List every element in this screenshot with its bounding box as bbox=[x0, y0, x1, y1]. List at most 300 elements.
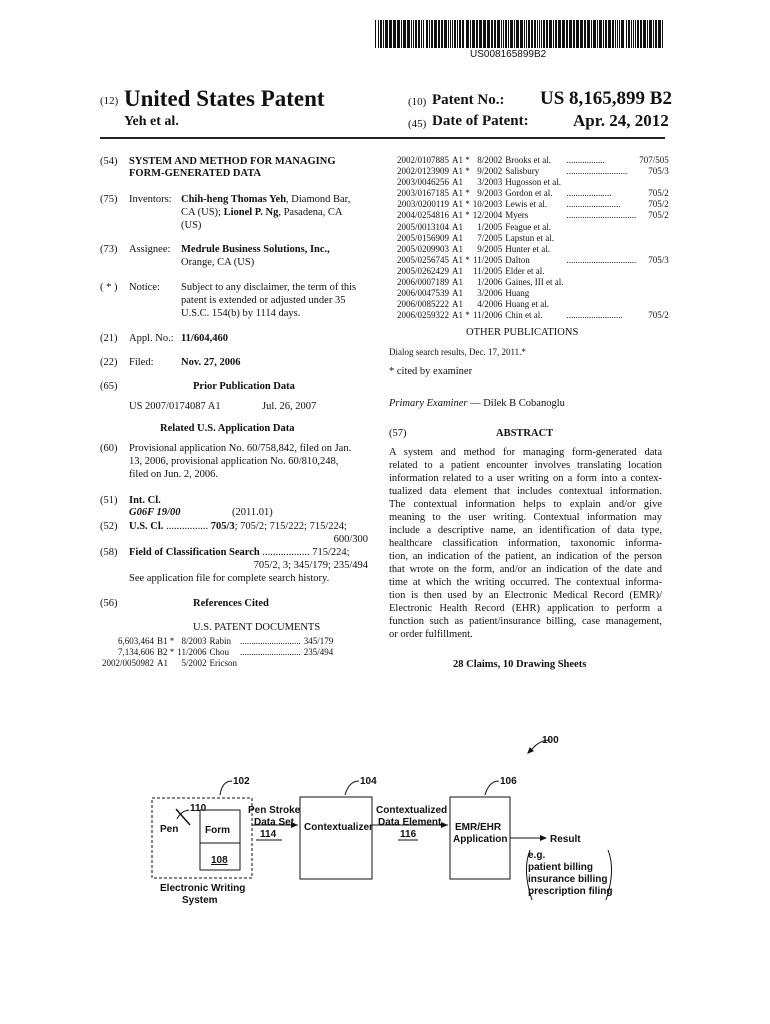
reference-num: 2002/0107885 bbox=[397, 155, 450, 165]
reference-name: Lapstun et al. bbox=[505, 232, 555, 243]
abstract-line: function such as patient/insurance billing, case management, bbox=[389, 616, 662, 627]
reference-cls: 705/2 bbox=[648, 188, 669, 199]
barcode-bar bbox=[546, 20, 548, 48]
barcode-bar bbox=[647, 20, 648, 48]
barcode-bar bbox=[569, 20, 572, 48]
barcode-bar bbox=[413, 20, 414, 48]
reference-dots: ................. bbox=[566, 155, 605, 165]
reference-dots bbox=[567, 233, 640, 244]
emr-label-2: Application bbox=[453, 834, 508, 845]
reference-row bbox=[397, 166, 672, 177]
barcode-bar bbox=[407, 20, 410, 48]
reference-num: 2002/0123909 bbox=[397, 166, 450, 177]
reference-row bbox=[397, 255, 672, 266]
reference-num: 2005/0013104 bbox=[397, 221, 450, 232]
barcode-bar bbox=[418, 20, 420, 48]
type-code: (12) bbox=[100, 95, 119, 107]
barcode-bar bbox=[573, 20, 575, 48]
abstract-line: healthcare classification information, taxonomic informa- bbox=[389, 538, 662, 549]
reference-date: 11/2006 bbox=[177, 647, 207, 658]
pen-stroke-label-1: Pen Stroke bbox=[248, 805, 301, 816]
assignee-label: Assignee: bbox=[129, 244, 171, 255]
form-label: Form bbox=[205, 825, 230, 836]
barcode-bar bbox=[397, 20, 400, 48]
ref-106: 106 bbox=[500, 776, 517, 787]
barcode-bar bbox=[375, 20, 376, 48]
reference-kind: A1 bbox=[452, 288, 464, 299]
filed-code: (22) bbox=[100, 357, 118, 368]
ref-106-leader bbox=[485, 781, 499, 795]
barcode-bar bbox=[655, 20, 657, 48]
assignee-location: Orange, CA (US) bbox=[181, 257, 255, 268]
reference-row bbox=[397, 155, 672, 166]
reference-date: 1/2006 bbox=[477, 277, 503, 288]
barcode-bar bbox=[434, 20, 437, 48]
ref-102: 102 bbox=[233, 776, 250, 787]
reference-cls bbox=[639, 288, 672, 299]
barcode-bar bbox=[459, 20, 461, 48]
reference-row bbox=[397, 188, 672, 199]
field-code: (58) bbox=[100, 547, 118, 558]
reference-date: 12/2004 bbox=[472, 210, 503, 221]
barcode-bar bbox=[640, 20, 642, 48]
inventors-short: Yeh et al. bbox=[124, 114, 179, 129]
barcode-bar bbox=[658, 20, 661, 48]
notice-line-1: Subject to any disclaimer, the term of this bbox=[181, 282, 357, 293]
barcode-bar bbox=[497, 20, 500, 48]
reference-kind: A1 bbox=[452, 243, 464, 254]
reference-date: 9/2003 bbox=[477, 188, 503, 199]
barcode-bar bbox=[643, 20, 646, 48]
reference-num: 2005/0256745 bbox=[397, 254, 450, 265]
barcode-bar bbox=[450, 20, 451, 48]
inventors-code: (75) bbox=[100, 194, 118, 205]
reference-row bbox=[397, 310, 672, 321]
reference-cls: 235/494 bbox=[303, 647, 334, 658]
reference-row bbox=[102, 658, 336, 669]
reference-num: 7,134,606 bbox=[118, 647, 155, 658]
barcode-bar bbox=[421, 20, 422, 48]
reference-num: 2004/0254816 bbox=[397, 210, 450, 221]
reference-cls: 705/2 bbox=[648, 199, 669, 210]
reference-dots bbox=[240, 658, 304, 669]
pen-label: Pen bbox=[160, 824, 179, 835]
filed-label: Filed: bbox=[129, 357, 154, 368]
pen-stroke-label-2: Data Set bbox=[254, 817, 295, 828]
reference-name: Dalton bbox=[505, 254, 530, 265]
eg-label: e.g. bbox=[528, 850, 546, 861]
appl-number: 11/604,460 bbox=[181, 333, 228, 344]
barcode-bar bbox=[584, 20, 586, 48]
reference-dots: ........................ bbox=[566, 199, 621, 210]
inventors-line-1: Chih-heng Thomas Yeh, Diamond Bar, bbox=[181, 194, 351, 205]
reference-date: 8/2003 bbox=[181, 636, 207, 646]
title-code: (54) bbox=[100, 156, 118, 167]
barcode-bar bbox=[454, 20, 456, 48]
reference-row bbox=[397, 233, 672, 244]
barcode-bar bbox=[476, 20, 478, 48]
reference-name: Chin et al. bbox=[505, 310, 543, 321]
contextualizer-label: Contextualizer bbox=[304, 822, 373, 833]
reference-cls: 345/179 bbox=[303, 636, 334, 646]
us-cl-line-1: U.S. Cl. ................ 705/3; 705/2; 715/222; 715/224; bbox=[129, 521, 347, 532]
date-code: (45) bbox=[408, 118, 427, 130]
barcode-bar bbox=[505, 20, 507, 48]
reference-kind: A1 bbox=[452, 221, 464, 232]
barcode-bar bbox=[649, 20, 652, 48]
date-label: Date of Patent: bbox=[432, 113, 529, 129]
inventors-label: Inventors: bbox=[129, 194, 172, 205]
reference-kind: A1 bbox=[452, 177, 464, 188]
reference-date: 11/2005 bbox=[473, 254, 503, 265]
assignee-name: Medrule Business Solutions, Inc., bbox=[181, 244, 330, 255]
barcode-bar bbox=[503, 20, 504, 48]
barcode-bar bbox=[415, 20, 417, 48]
barcode-bar bbox=[587, 20, 590, 48]
reference-name: Rabin bbox=[209, 636, 231, 646]
other-pub: Dialog search results, Dec. 17, 2011.* bbox=[389, 347, 526, 357]
barcode-bar bbox=[631, 20, 632, 48]
reference-dots: ........................... bbox=[239, 647, 301, 658]
reference-cls bbox=[639, 233, 672, 244]
barcode-bar bbox=[526, 20, 527, 48]
reference-kind: A1 bbox=[157, 658, 169, 669]
reference-cls: 705/3 bbox=[648, 254, 669, 265]
inventors-line-2: CA (US); Lionel P. Ng, Pasadena, CA bbox=[181, 207, 343, 218]
barcode-bar bbox=[605, 20, 607, 48]
reference-dots: ........................... bbox=[239, 636, 301, 646]
barcode-bar bbox=[401, 20, 402, 48]
reference-row bbox=[397, 299, 672, 310]
barcode-bar bbox=[444, 20, 447, 48]
barcode-bar bbox=[423, 20, 424, 48]
abstract-line: tion is then used by an Electronic Medical Record (EMR)/ bbox=[389, 590, 662, 601]
barcode-bar bbox=[462, 20, 464, 48]
reference-dots: ......................... bbox=[566, 310, 623, 321]
reference-date: 3/2003 bbox=[477, 177, 503, 188]
system-diagram bbox=[130, 725, 650, 915]
barcode-bar bbox=[528, 20, 530, 48]
barcode-bar bbox=[383, 20, 384, 48]
int-cl-year: (2011.01) bbox=[232, 507, 273, 518]
barcode-bar bbox=[380, 20, 382, 48]
barcode-bar bbox=[543, 20, 545, 48]
reference-row bbox=[397, 210, 672, 221]
int-cl-class: G06F 19/00 bbox=[129, 507, 181, 518]
reference-dots: ........................... bbox=[566, 166, 628, 177]
reference-num: 2005/0156909 bbox=[397, 232, 450, 243]
reference-date: 8/2002 bbox=[477, 155, 503, 165]
reference-date: 11/2005 bbox=[473, 265, 503, 276]
title-line-2: FORM-GENERATED DATA bbox=[129, 168, 262, 179]
arrow-head-2 bbox=[441, 822, 448, 828]
barcode-bar bbox=[431, 20, 433, 48]
provisional-code: (60) bbox=[100, 443, 118, 454]
other-pubs-heading: OTHER PUBLICATIONS bbox=[466, 327, 579, 338]
barcode-bar bbox=[491, 20, 493, 48]
barcode-bar bbox=[389, 20, 392, 48]
reference-num: 2002/0050982 bbox=[102, 658, 155, 669]
reference-dots: .................... bbox=[566, 188, 612, 199]
ref-100: 100 bbox=[542, 735, 559, 746]
reference-kind: A1 * bbox=[452, 188, 470, 199]
reference-cls bbox=[639, 299, 672, 310]
refs-continued-table bbox=[397, 155, 672, 321]
reference-cls bbox=[639, 244, 672, 255]
barcode-bar bbox=[411, 20, 412, 48]
ref-116: 116 bbox=[400, 829, 417, 840]
patent-title: United States Patent bbox=[124, 86, 325, 111]
barcode-bar bbox=[580, 20, 583, 48]
reference-cls bbox=[639, 266, 672, 277]
barcode-bar bbox=[597, 20, 598, 48]
header-rule bbox=[100, 137, 665, 139]
reference-row bbox=[102, 647, 336, 658]
assignee-code: (73) bbox=[100, 244, 118, 255]
barcode-number: US008165899B2 bbox=[470, 49, 547, 60]
field-line-2: 705/2, 3; 345/179; 235/494 bbox=[253, 560, 368, 571]
barcode-bar bbox=[621, 20, 624, 48]
contextualizer-box bbox=[300, 797, 372, 879]
barcode-bar bbox=[566, 20, 568, 48]
barcode-bar bbox=[555, 20, 557, 48]
reference-cls bbox=[639, 222, 672, 233]
barcode-bar bbox=[534, 20, 536, 48]
abstract-line: Electronic Health Record (EHR) application to perform a bbox=[389, 603, 662, 614]
barcode-bar bbox=[633, 20, 634, 48]
reference-name: Gaines, III et al. bbox=[505, 277, 564, 288]
abstract-line: meaning to the user writing. Contextual information may bbox=[389, 512, 662, 523]
abstract-line: include a descriptive name, an identification of data type, bbox=[389, 525, 662, 536]
reference-dots bbox=[567, 288, 640, 299]
reference-dots bbox=[567, 299, 640, 310]
barcode-bar bbox=[562, 20, 565, 48]
abstract-line: The contextual information helps to explain and/or give bbox=[389, 499, 662, 510]
reference-name: Lewis et al. bbox=[505, 199, 548, 210]
ref-104-leader bbox=[345, 781, 359, 795]
reference-row bbox=[397, 288, 672, 299]
barcode-bar bbox=[617, 20, 618, 48]
claims-sheets: 28 Claims, 10 Drawing Sheets bbox=[453, 659, 587, 670]
ctx-data-label-1: Contextualized bbox=[376, 805, 448, 816]
abstract-heading: ABSTRACT bbox=[496, 428, 554, 439]
ref-108: 108 bbox=[211, 855, 228, 866]
reference-kind: A1 * bbox=[452, 166, 470, 177]
prior-publication: US 2007/0174087 A1 bbox=[129, 401, 221, 412]
patent-no-code: (10) bbox=[408, 96, 427, 108]
reference-dots bbox=[567, 277, 640, 288]
notice-code: ( * ) bbox=[100, 282, 118, 293]
reference-dots bbox=[567, 222, 640, 233]
prior-code: (65) bbox=[100, 381, 118, 392]
refs-code: (56) bbox=[100, 598, 118, 609]
prior-date: Jul. 26, 2007 bbox=[262, 401, 317, 412]
reference-dots: ............................... bbox=[566, 254, 637, 265]
reference-num: 2006/0047539 bbox=[397, 288, 450, 299]
reference-dots bbox=[567, 244, 640, 255]
appl-label: Appl. No.: bbox=[129, 333, 174, 344]
inventors-line-3: (US) bbox=[181, 220, 202, 231]
ref-104: 104 bbox=[360, 776, 377, 787]
barcode-bar bbox=[426, 20, 428, 48]
reference-num: 2006/0085222 bbox=[397, 299, 450, 310]
reference-name: Hugosson et al. bbox=[505, 177, 562, 188]
barcode-bar bbox=[466, 20, 469, 48]
reference-name: Ericson bbox=[209, 658, 237, 669]
barcode-bar bbox=[441, 20, 443, 48]
provisional-line-1: Provisional application No. 60/758,842, filed on Jan. bbox=[129, 443, 352, 454]
int-cl-label: Int. Cl. bbox=[129, 495, 161, 506]
reference-kind: A1 bbox=[452, 277, 464, 288]
reference-date: 1/2005 bbox=[477, 221, 503, 232]
eg-line-2: insurance billing bbox=[528, 874, 608, 885]
reference-cls: 705/2 bbox=[648, 310, 669, 321]
reference-kind: A1 * bbox=[452, 210, 470, 221]
reference-date: 10/2003 bbox=[472, 199, 503, 210]
prior-heading: Prior Publication Data bbox=[193, 381, 295, 392]
provisional-line-3: filed on Jun. 2, 2006. bbox=[129, 469, 218, 480]
reference-kind: A1 * bbox=[452, 155, 470, 165]
reference-num: 2003/0167185 bbox=[397, 188, 450, 199]
reference-cls bbox=[639, 177, 672, 188]
reference-row bbox=[397, 277, 672, 288]
reference-date: 3/2006 bbox=[477, 288, 503, 299]
notice-line-3: U.S.C. 154(b) by 1114 days. bbox=[181, 308, 301, 319]
reference-kind: A1 bbox=[452, 232, 464, 243]
reference-row bbox=[397, 199, 672, 210]
barcode-bar bbox=[603, 20, 604, 48]
int-cl-code: (51) bbox=[100, 495, 118, 506]
us-cl-line-2: 600/300 bbox=[333, 534, 368, 545]
abstract-line: related to a patient encounter involves translating location bbox=[389, 460, 662, 471]
reference-name: Huang bbox=[505, 288, 530, 299]
reference-kind: B1 * bbox=[157, 636, 175, 646]
reference-cls: 707/505 bbox=[639, 155, 669, 165]
reference-row bbox=[397, 266, 672, 277]
reference-num: 2006/0259322 bbox=[397, 310, 450, 321]
reference-name: Chou bbox=[209, 647, 229, 658]
reference-kind: A1 * bbox=[452, 199, 470, 210]
notice-label: Notice: bbox=[129, 282, 160, 293]
barcode-bar bbox=[514, 20, 515, 48]
barcode-bar bbox=[393, 20, 396, 48]
abstract-line: or order fulfillment. bbox=[389, 629, 473, 640]
barcode-bar bbox=[576, 20, 579, 48]
abstract-code: (57) bbox=[389, 428, 407, 439]
reference-date: 7/2005 bbox=[477, 232, 503, 243]
barcode-bar bbox=[508, 20, 509, 48]
barcode-bar bbox=[452, 20, 453, 48]
cited-by-examiner: * cited by examiner bbox=[389, 366, 473, 377]
barcode-bar bbox=[591, 20, 592, 48]
reference-name: Gordon et al. bbox=[505, 188, 553, 199]
reference-name: Myers bbox=[505, 210, 529, 221]
barcode-bar bbox=[487, 20, 490, 48]
barcode-bar bbox=[615, 20, 616, 48]
reference-name: Salisbury bbox=[505, 166, 540, 177]
reference-row bbox=[397, 222, 672, 233]
ref-102-leader bbox=[220, 781, 232, 795]
reference-kind: A1 * bbox=[452, 310, 470, 321]
ctx-data-label-2: Data Element bbox=[378, 817, 442, 828]
notice-line-2: patent is extended or adjusted under 35 bbox=[181, 295, 346, 306]
abstract-line: information related to a user writing on a form into a contex- bbox=[389, 473, 662, 484]
barcode-bar bbox=[494, 20, 496, 48]
barcode-bar bbox=[470, 20, 471, 48]
abstract-line: that wrote on the form, and/or an indication of the date and bbox=[389, 564, 662, 575]
patent-date: Apr. 24, 2012 bbox=[573, 111, 669, 130]
ews-label-2: System bbox=[182, 895, 218, 906]
barcode-bar bbox=[593, 20, 596, 48]
reference-dots bbox=[567, 266, 640, 277]
reference-date: 11/2006 bbox=[473, 310, 503, 321]
reference-cls bbox=[304, 658, 337, 669]
result-label: Result bbox=[550, 834, 581, 845]
barcode-bar bbox=[457, 20, 458, 48]
reference-dots: ............................... bbox=[566, 210, 637, 221]
barcode-bar bbox=[472, 20, 475, 48]
reference-num: 2005/0209903 bbox=[397, 243, 450, 254]
field-line-1: Field of Classification Search .................. 715/224; bbox=[129, 547, 350, 558]
ref-110: 110 bbox=[190, 803, 207, 814]
emr-label-1: EMR/EHR bbox=[455, 822, 502, 833]
barcode-bar bbox=[539, 20, 540, 48]
ews-label-1: Electronic Writing bbox=[160, 883, 246, 894]
barcode-bar bbox=[516, 20, 519, 48]
filed-date: Nov. 27, 2006 bbox=[181, 357, 241, 368]
barcode-bar bbox=[483, 20, 486, 48]
reference-name: Hunter et al. bbox=[505, 243, 551, 254]
barcode-bar bbox=[558, 20, 561, 48]
reference-num: 2005/0262429 bbox=[397, 265, 450, 276]
us-docs-table bbox=[102, 636, 336, 669]
barcode-bar bbox=[549, 20, 552, 48]
related-heading: Related U.S. Application Data bbox=[160, 423, 295, 434]
barcode-bar bbox=[378, 20, 379, 48]
barcode-bar bbox=[637, 20, 639, 48]
reference-name: Feague et al. bbox=[505, 221, 552, 232]
patent-number: US 8,165,899 B2 bbox=[540, 88, 672, 109]
barcode-bar bbox=[612, 20, 614, 48]
reference-kind: A1 * bbox=[452, 254, 470, 265]
reference-name: Elder et al. bbox=[505, 265, 545, 276]
reference-row bbox=[102, 636, 336, 647]
reference-name: Brooks et al. bbox=[505, 155, 552, 165]
barcode-bar bbox=[429, 20, 430, 48]
title-line-1: SYSTEM AND METHOD FOR MANAGING bbox=[129, 156, 336, 167]
barcode-bar bbox=[524, 20, 525, 48]
reference-dots bbox=[567, 177, 640, 188]
barcode-bar bbox=[479, 20, 482, 48]
barcode-bar bbox=[541, 20, 542, 48]
barcode-bar bbox=[531, 20, 533, 48]
reference-cls: 705/3 bbox=[648, 166, 669, 177]
reference-num: 2003/0200119 bbox=[397, 199, 450, 210]
reference-date: 5/2002 bbox=[181, 658, 207, 669]
barcode-bar bbox=[628, 20, 630, 48]
barcode-bar bbox=[520, 20, 523, 48]
reference-num: 2003/0046256 bbox=[397, 177, 450, 188]
us-docs-heading: U.S. PATENT DOCUMENTS bbox=[193, 622, 321, 633]
barcode-bar bbox=[626, 20, 627, 48]
barcode-bar bbox=[662, 20, 663, 48]
eg-line-1: patient billing bbox=[528, 862, 593, 873]
barcode-bar bbox=[599, 20, 602, 48]
barcode bbox=[375, 20, 665, 48]
reference-date: 9/2002 bbox=[477, 166, 503, 177]
abstract-text bbox=[389, 446, 662, 641]
appl-code: (21) bbox=[100, 333, 118, 344]
